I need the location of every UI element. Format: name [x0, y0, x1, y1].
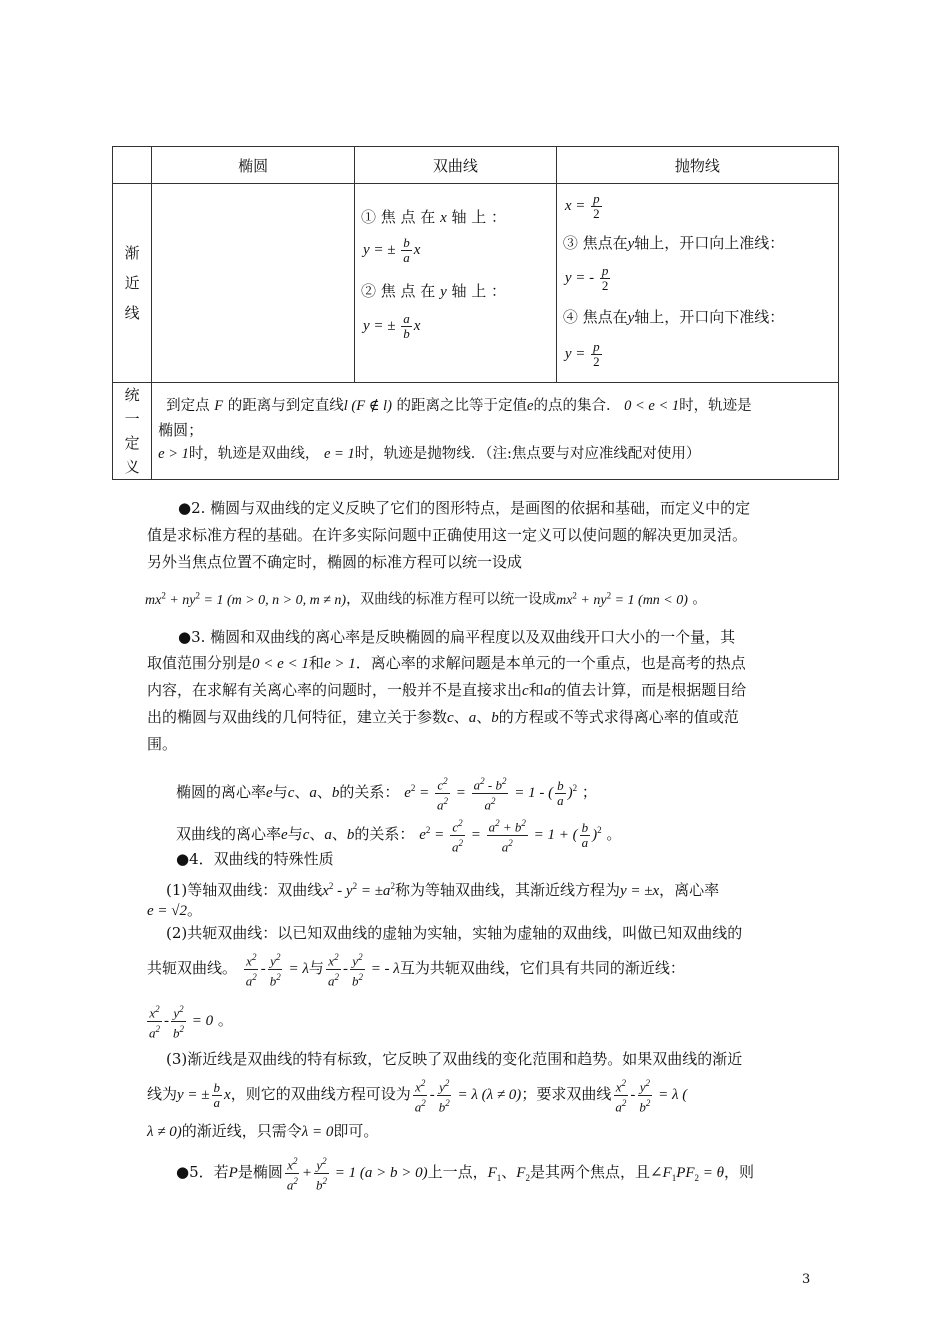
hyperbola-focus-x-text: ① 焦 点 在: [360, 208, 441, 226]
s4-eccentricity: e = √2。: [147, 903, 203, 919]
parabola-up-text: ③ 焦点在: [562, 234, 628, 252]
label-char: 近: [124, 274, 140, 292]
s3-line5: 围。: [147, 735, 178, 753]
hyperbola-focus-y-text: ② 焦 点 在: [360, 282, 441, 300]
hyperbola-asymptote-eq2: y = ± $\frac{a}{b}$ x: [362, 311, 421, 341]
label-char: 义: [124, 458, 140, 476]
s3-line4: 出的椭圆与双曲线的几何特征，建立关于参数c、a、b的方程或不等式求得离心率的值或范: [147, 708, 739, 726]
definition-line2: 椭圆；: [158, 421, 204, 439]
label-char: 统: [124, 386, 140, 404]
s4-item1: (1)等轴双曲线：双曲线$x^2 - y^2 = \pm a^2$称为等轴双曲线，其渐近线方程为y = ±x，离心率: [166, 881, 720, 899]
s2-line4: $mx^2 + ny^2 = 1$ (m > 0, n > 0, m ≠ n)，双曲线的标准方程可以统一设成$mx^2 + ny^2 = 1$ (mn < 0) 。: [145, 590, 707, 608]
s3-line1: ●3. 椭圆和双曲线的离心率是反映椭圆的扁平程度以及双曲线开口大小的一个量，其: [178, 628, 736, 646]
page-number: 3: [802, 1272, 811, 1287]
axis-text: 轴 上 ：: [451, 282, 507, 300]
parabola-directrix-eq1: x = $\frac{p}{2}$: [564, 191, 600, 221]
header-ellipse: 椭圆: [152, 147, 355, 184]
parabola-directrix-eq2: y = - $\frac{p}{2}$: [564, 263, 609, 293]
s2-line1: ●2. 椭圆与双曲线的定义反映了它们的图形特点，是画图的依据和基础，而定义中的定: [178, 499, 751, 517]
axis-text: 轴 上 ：: [451, 208, 507, 226]
definition-row-label: [113, 383, 152, 480]
var-x: x: [440, 210, 447, 226]
s4-common-asymptote: $\frac{x^2}{a^2}$ - $\frac{y^2}{b^2}$ = 0 。: [149, 1004, 233, 1040]
s4-item2-line2: 共轭双曲线。 $\frac{x^2}{a^2}$ - $\frac{y^2}{b^2}$ = λ与 $\frac{x^2}{a^2}$ - $\frac{y^2}{b^2}$ = - λ互为共轭双曲线，它们具有共同的渐近线：: [147, 952, 685, 988]
s4-title: ●4．双曲线的特殊性质: [176, 850, 334, 868]
parabola-down-end: 轴上，开口向下准线：: [634, 308, 785, 326]
s5-line1: ●5．若P是椭圆 $\frac{x^2}{a^2}$ + $\frac{y^2}{b^2}$ = 1 (a > b > 0)上一点，$F_1$、$F_2$是其两个焦点，且$\angle F_1PF_2 = \theta$，则: [176, 1156, 755, 1192]
label-char: 定: [124, 434, 140, 452]
parabola-up-end: 轴上，开口向上准线：: [634, 234, 785, 252]
s2-line2: 值是求标准方程的基础。在许多实际问题中正确使用这一定义可以使问题的解决更加灵活。: [147, 526, 748, 544]
asymptote-parabola-cell: x = $\frac{p}{2}$ ③ 焦点在y轴上，开口向上准线： y = - $\frac{p}{2}$ ④ 焦点在y轴上，开口向下准线： y = $\frac{p}{2}$: [556, 184, 838, 383]
s3-line3: 内容，在求解有关离心率的问题时，一般并不是直接求出c和a的值去计算，而是根据题目给: [147, 681, 747, 699]
label-char: 渐: [124, 244, 140, 262]
hyperbola-asymptote-eq1: y = ± $\frac{b}{a}$ x: [362, 235, 421, 265]
asymptote-ellipse-cell: [152, 184, 355, 383]
hyperbola-eccentricity-relation: 双曲线的离心率e与c、a、b的关系： $e^2$ = $\frac{c^2}{a^2}$ = $\frac{a^2 + b^2}{a^2}$ = 1 + ( $\frac{b}{a}$ )$^2$ 。: [176, 818, 622, 854]
s4-item3-line1: (3)渐近线是双曲线的特有标致，它反映了双曲线的变化范围和趋势。如果双曲线的渐近: [166, 1050, 743, 1068]
header-hyperbola: 双曲线: [354, 147, 556, 184]
asymptote-hyperbola-cell: [354, 184, 556, 383]
label-char: 线: [124, 304, 140, 322]
definition-line3: e > 1时，轨迹是双曲线， e = 1时，轨迹是抛物线．（注:焦点要与对应准线配对使用）: [158, 446, 701, 462]
comparison-table: [112, 146, 839, 480]
label-char: 一: [124, 410, 140, 428]
asymptote-row-label: [113, 184, 152, 383]
var-y: y: [440, 284, 447, 300]
header-empty: [113, 147, 152, 184]
s4-item2-line1: (2)共轭双曲线：以已知双曲线的虚轴为实轴，实轴为虚轴的双曲线，叫做已知双曲线的: [166, 924, 743, 942]
s2-line3: 另外当焦点位置不确定时，椭圆的标准方程可以统一设成: [147, 553, 523, 571]
s3-line2: 取值范围分别是0 < e < 1和e > 1．离心率的求解问题是本单元的一个重点，也是高考的热点: [147, 654, 746, 672]
parabola-down-text: ④ 焦点在: [562, 308, 628, 326]
s4-item3-line3: λ ≠ 0)的渐近线，只需令λ = 0即可。: [147, 1122, 379, 1140]
s4-item3-line2: 线为y = ± $\frac{b}{a}$ x，则它的双曲线方程可设为 $\frac{x^2}{a^2}$ - $\frac{y^2}{b^2}$ = λ (λ ≠ 0)；要求双曲线 $\frac{x^2}{a^2}$ - $\frac{y^2}{b^2}$ = λ (: [147, 1078, 688, 1114]
definition-line1: 到定点 F 的距离与到定直线l (F ∉ l) 的距离之比等于定值e的点的集合． 0 < e < 1时，轨迹是: [166, 398, 752, 414]
header-parabola: 抛物线: [556, 147, 838, 184]
parabola-directrix-eq3: y = $\frac{p}{2}$: [564, 339, 600, 369]
ellipse-eccentricity-relation: 椭圆的离心率e与c、a、b的关系： $e^2$ = $\frac{c^2}{a^2}$ = $\frac{a^2 - b^2}{a^2}$ = 1 - ( $\frac{b}{a}$ )$^2$ ；: [176, 776, 597, 812]
definition-cell: [152, 383, 839, 480]
table-header-row: [113, 147, 839, 184]
definition-row: [113, 383, 839, 480]
asymptote-row: [113, 184, 839, 383]
